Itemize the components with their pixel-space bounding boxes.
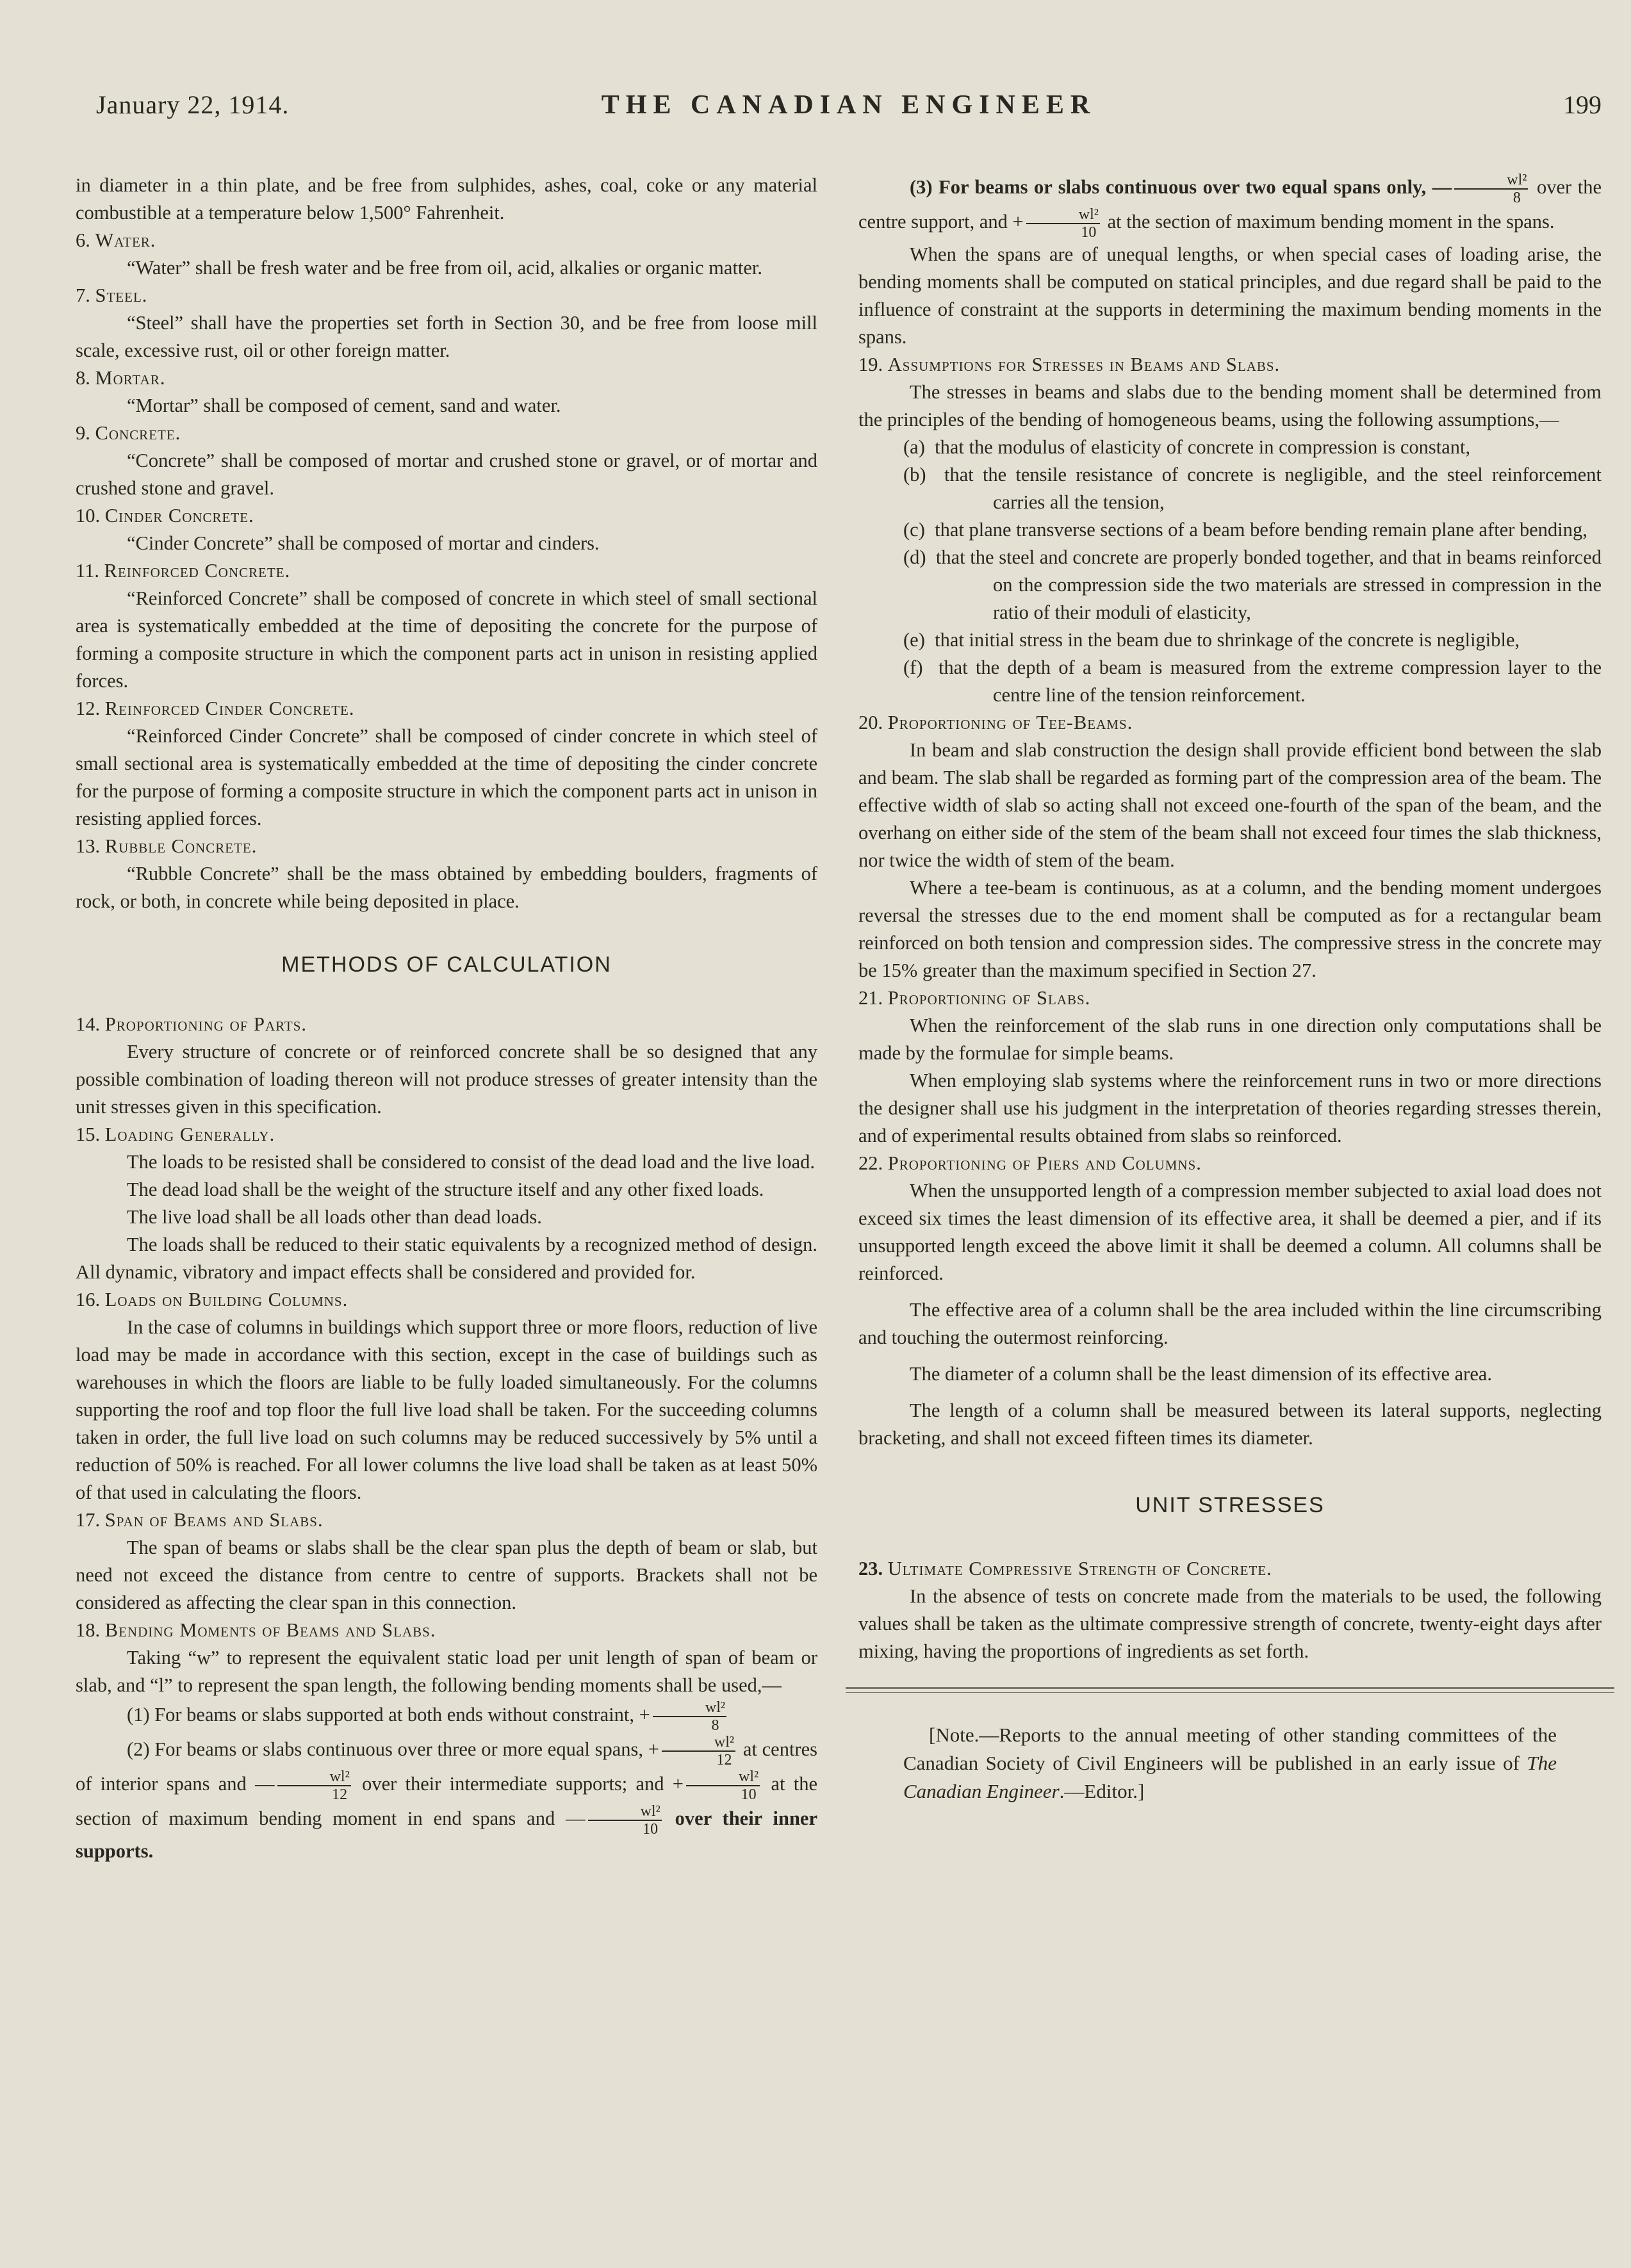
item-text: that the tensile resistance of concrete is negligible, and the steel reinforcement carries all the tension, <box>944 464 1602 513</box>
paragraph: When the reinforcement of the slab runs in one direction only computations shall be made by the formulae for simple beams. <box>858 1015 1602 1064</box>
formula-text: at the section of maximum bending moment in end spans and — <box>76 1773 818 1829</box>
section-number: 12. <box>76 698 101 719</box>
section-heading <box>858 1555 1602 1583</box>
section-title: Proportioning of Slabs. <box>887 987 1091 1009</box>
section-number: 17. <box>76 1509 101 1531</box>
section-heading <box>76 695 817 722</box>
paragraph: “Reinforced Concrete” shall be composed of concrete in which steel of small sectional area is systematically embedded at the time of depositing the concrete for the purpose of forming a composite structure in which the component parts act in unison in resisting applied forces. <box>76 587 817 692</box>
denominator: 8 <box>1512 190 1521 206</box>
item-label: (c) <box>903 519 925 541</box>
paragraph: “Steel” shall have the properties set forth in Section 30, and be free from loose mill scale, excessive rust, oil or other foreign matter. <box>76 312 817 361</box>
fraction <box>653 1699 726 1734</box>
item-label: (d) <box>903 546 926 568</box>
assumption-item <box>858 544 1602 626</box>
paragraph: The live load shall be all loads other than dead loads. <box>127 1206 542 1228</box>
assumption-item <box>858 626 1602 654</box>
assumption-item <box>858 516 1602 544</box>
section-title: Reinforced Cinder Concrete. <box>104 698 355 719</box>
paragraph: “Reinforced Cinder Concrete” shall be composed of cinder concrete in which steel of small sectional area is systematically embedded at the time of depositing the cinder concrete for the purpose of forming a composite structure in which the component parts act in unison in resisting applied forces. <box>76 725 817 829</box>
paragraph: In beam and slab construction the design shall provide efficient bond between the slab and beam. The slab shall be regarded as forming part of the compression area of the beam. The effective width of slab so acting shall not exceed one-fourth of the span of the beam, and the overhang on either side of the stem of the beam shall not exceed four times the slab thickness, nor twice the width of stem of the beam. <box>858 739 1602 871</box>
section-heading <box>858 709 1602 737</box>
section-title: Rubble Concrete. <box>104 835 258 857</box>
section-heading <box>76 1286 817 1314</box>
denominator: 10 <box>1081 224 1097 241</box>
item-label: (f) <box>903 657 923 678</box>
formula-text: over their intermediate supports; and + <box>362 1773 684 1795</box>
formula-line <box>76 1734 817 1865</box>
note-part: .—Editor.] <box>1059 1780 1145 1802</box>
section-number: 6. <box>76 229 90 251</box>
formula-text: at centres of interior spans and — <box>76 1738 817 1795</box>
section-number: 18. <box>76 1619 101 1641</box>
formula-text: over their inner supports. <box>76 1807 818 1862</box>
formula-text: (2) For beams or slabs continuous over three or more equal spans, + <box>127 1738 659 1760</box>
paragraph: “Rubble Concrete” shall be the mass obtained by embedding boulders, fragments of rock, or both, in concrete while being deposited in place. <box>76 863 817 912</box>
numerator: wl² <box>588 1803 662 1821</box>
formula-text: over the centre support, and + <box>858 176 1602 233</box>
formula-line <box>858 172 1602 241</box>
fraction <box>1026 206 1100 241</box>
item-label: (e) <box>903 629 925 651</box>
section-heading <box>858 1150 1602 1177</box>
unit-stresses-heading: UNIT STRESSES <box>1135 1493 1325 1517</box>
section-number: 13. <box>76 835 101 857</box>
formula-text: (3) For beams or slabs continuous over two equal spans only, — <box>910 176 1452 198</box>
section-number: 14. <box>76 1013 101 1035</box>
section-title: Assumptions for Stresses in Beams and Slabs. <box>887 354 1281 375</box>
fraction <box>686 1768 760 1803</box>
section-title: Bending Moments of Beams and Slabs. <box>104 1619 436 1641</box>
section-title: Proportioning of Tee-Beams. <box>887 712 1133 733</box>
page-number: 199 <box>1563 90 1602 119</box>
paragraph: The span of beams or slabs shall be the clear span plus the depth of beam or slab, but need not exceed the distance from centre to centre of supports. Brackets shall not be considered as affecting the clear span in this connection. <box>76 1537 817 1613</box>
paragraph: “Concrete” shall be composed of mortar and crushed stone or gravel, or of mortar and crushed stone and gravel. <box>76 450 817 499</box>
paragraph: “Mortar” shall be composed of cement, sand and water. <box>127 395 561 416</box>
section-heading <box>76 1011 817 1038</box>
paragraph: in diameter in a thin plate, and be free from sulphides, ashes, coal, coke or any material combustible at a temperature below 1,500° Fahrenheit. <box>76 174 817 224</box>
paragraph: Every structure of concrete or of reinforced concrete shall be so designed that any possible combination of loading thereon will not produce stresses of greater intensity than the unit stresses given in this specification. <box>76 1041 817 1118</box>
section-title: Proportioning of Parts. <box>104 1013 307 1035</box>
item-label: (a) <box>903 436 925 458</box>
assumption-item <box>858 654 1602 709</box>
paragraph: The diameter of a column shall be the least dimension of its effective area. <box>910 1363 1493 1385</box>
section-title: Water. <box>95 229 156 251</box>
assumption-item <box>858 434 1602 461</box>
section-title: Loading Generally. <box>104 1123 275 1145</box>
section-number: 8. <box>76 367 90 389</box>
section-heading <box>76 557 817 585</box>
item-text: that initial stress in the beam due to shrinkage of the concrete is negligible, <box>935 629 1520 651</box>
section-number: 10. <box>76 505 101 526</box>
paragraph: When the unsupported length of a compression member subjected to axial load does not exceed six times the least dimension of its effective area, it shall be deemed a pier, and if its unsupported length exceed the above limit it shall be deemed a column. All columns shall be reinforced. <box>858 1180 1602 1284</box>
section-heading <box>76 364 817 392</box>
section-number: 15. <box>76 1123 101 1145</box>
section-title: Cinder Concrete. <box>104 505 254 526</box>
paragraph: In the absence of tests on concrete made from the materials to be used, the following values shall be taken as the ultimate compressive strength of concrete, twenty-eight days after mixing, having the proportions of ingredients as set forth. <box>858 1585 1602 1662</box>
formula-text: at the section of maximum bending moment in the spans. <box>1107 211 1555 233</box>
left-column <box>76 172 817 1865</box>
numerator: wl² <box>277 1768 351 1786</box>
formula-line <box>76 1699 817 1734</box>
section-heading <box>76 227 817 254</box>
section-heading <box>76 420 817 447</box>
denominator: 12 <box>332 1786 348 1803</box>
section-heading <box>76 1617 817 1644</box>
section-title: Ultimate Compressive Strength of Concrete. <box>887 1558 1272 1579</box>
paragraph: The loads to be resisted shall be considered to consist of the dead load and the live load. <box>127 1151 815 1173</box>
item-label: (b) <box>903 464 926 485</box>
section-heading <box>76 282 817 309</box>
fraction <box>588 1803 662 1838</box>
issue-date: January 22, 1914. <box>96 90 290 119</box>
numerator: wl² <box>653 1699 726 1717</box>
section-title: Proportioning of Piers and Columns. <box>887 1152 1202 1174</box>
section-number: 11. <box>76 560 99 582</box>
fraction <box>277 1768 351 1803</box>
section-title: Concrete. <box>95 422 181 444</box>
section-number: 20. <box>858 712 883 733</box>
paragraph: When the spans are of unequal lengths, or when special cases of loading arise, the bending moments shall be computed on statical principles, and due regard shall be paid to the influence of constraint at the supports in determining the maximum bending moments in the spans. <box>858 243 1602 348</box>
section-number: 16. <box>76 1289 101 1310</box>
item-text: that the steel and concrete are properly bonded together, and that in beams reinforced on the compression side the two materials are stressed in compression in the ratio of their moduli of elasticity, <box>935 546 1602 623</box>
paragraph: “Cinder Concrete” shall be composed of mortar and cinders. <box>127 532 600 554</box>
right-column <box>858 172 1602 1806</box>
paragraph: The stresses in beams and slabs due to the bending moment shall be determined from the principles of the bending of homogeneous beams, using the following assumptions,— <box>858 381 1602 430</box>
paragraph: In the case of columns in buildings which support three or more floors, reduction of live load may be made in accordance with this section, except in the case of buildings such as warehouses in which the floors are liable to be fully loaded simultaneously. For the columns supporting the roof and top floor the full live load shall be taken. For the succeeding columns taken in order, the full live load on such columns may be reduced successively by 5% until a reduction of 50% is reached. For all lower columns the live load shall be taken as at least 50% of that used in calculating the floors. <box>76 1316 817 1503</box>
section-number: 21. <box>858 987 883 1009</box>
paragraph: When employing slab systems where the reinforcement runs in two or more directions the designer shall use his judgment in the interpretation of theories regarding stresses therein, and of experimental results obtained from slabs so reinforced. <box>858 1070 1602 1146</box>
section-title: Span of Beams and Slabs. <box>104 1509 324 1531</box>
section-number: 22. <box>858 1152 883 1174</box>
methods-heading: METHODS OF CALCULATION <box>281 952 612 977</box>
paragraph: The dead load shall be the weight of the structure itself and any other fixed loads. <box>127 1179 764 1200</box>
numerator: wl² <box>1454 172 1528 190</box>
paragraph: Where a tee-beam is continuous, as at a column, and the bending moment undergoes reversal the stresses due to the end moment shall be computed as for a rectangular beam reinforced on both tension and compression sides. The compressive stress in the concrete may be 15% greater than the maximum specified in Section 27. <box>858 877 1602 981</box>
journal-title: THE CANADIAN ENGINEER <box>601 90 1097 120</box>
section-title: Mortar. <box>95 367 166 389</box>
note-journal-title: The Canadian Engineer <box>903 1752 1557 1802</box>
paragraph: The loads shall be reduced to their static equivalents by a recognized method of design. All dynamic, vibratory and impact effects shall be considered and provided for. <box>76 1234 817 1283</box>
denominator: 10 <box>741 1786 757 1803</box>
paragraph: “Water” shall be fresh water and be free from oil, acid, alkalies or organic matter. <box>127 257 763 279</box>
denominator: 8 <box>711 1717 719 1734</box>
section-title: Steel. <box>95 284 148 306</box>
denominator: 10 <box>643 1821 659 1838</box>
section-heading <box>76 833 817 860</box>
note-text <box>903 1721 1557 1806</box>
paragraph: Taking “w” to represent the equivalent static load per unit length of span of beam or slab, and “l” to represent the span length, the following bending moments shall be used,— <box>76 1647 817 1696</box>
section-heading <box>76 1121 817 1148</box>
section-number: 19. <box>858 354 883 375</box>
page-header <box>96 90 1602 128</box>
numerator: wl² <box>686 1768 760 1786</box>
section-number: 9. <box>76 422 90 444</box>
section-number: 7. <box>76 284 90 306</box>
formula-text: (1) For beams or slabs supported at both ends without constraint, + <box>127 1704 650 1725</box>
section-heading <box>858 351 1602 379</box>
section-heading <box>76 1506 817 1534</box>
assumption-item <box>858 461 1602 516</box>
item-text: that the depth of a beam is measured from the extreme compression layer to the centre line of the tension reinforcement. <box>938 657 1602 706</box>
section-heading <box>76 502 817 530</box>
section-title: Loads on Building Columns. <box>104 1289 348 1310</box>
denominator: 12 <box>716 1752 732 1768</box>
note-part: [Note.—Reports to the annual meeting of other standing committees of the Canadian Society of Civil Engineers will be published in an early issue of <box>903 1724 1557 1774</box>
fraction <box>662 1734 735 1768</box>
paragraph: The effective area of a column shall be the area included within the line circumscribing and touching the outermost reinforcing. <box>858 1299 1602 1348</box>
section-heading <box>858 984 1602 1012</box>
section-title: Reinforced Concrete. <box>104 560 291 582</box>
section-number: 23. <box>858 1558 883 1579</box>
item-text: that plane transverse sections of a beam before bending remain plane after bending, <box>935 519 1587 541</box>
paragraph: The length of a column shall be measured between its lateral supports, neglecting bracketing, and shall not exceed fifteen times its diameter. <box>858 1399 1602 1449</box>
editor-note <box>858 1721 1602 1806</box>
numerator: wl² <box>1026 206 1100 224</box>
fraction <box>1454 172 1528 206</box>
item-text: that the modulus of elasticity of concrete in compression is constant, <box>935 436 1471 458</box>
numerator: wl² <box>662 1734 735 1752</box>
divider <box>846 1687 1614 1693</box>
